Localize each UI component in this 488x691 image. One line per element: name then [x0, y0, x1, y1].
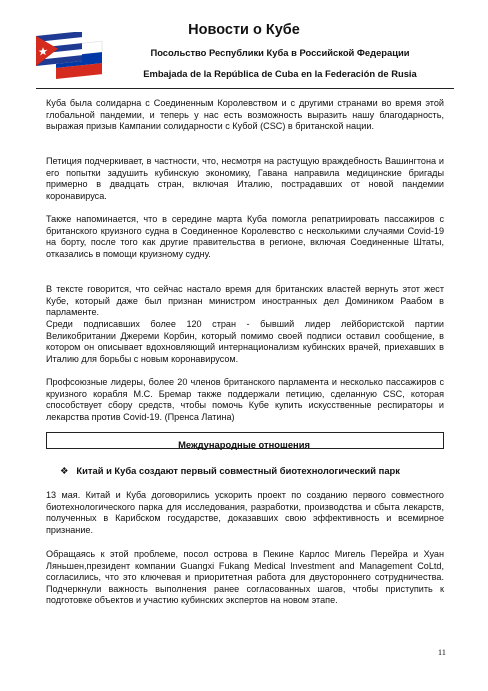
cuba-russia-flags-logo — [34, 32, 106, 84]
bullet-heading — [60, 465, 440, 477]
paragraph: Обращаясь к этой проблеме, посол острова в Пекине Карлос Мигель Перейра и Хуан Ляньшен,президент компании Guangxi Fukang Medical Investment and Management CoLtd, согласились, что это ключевая и приоритетная работа для двустороннего сотрудничества. Подчеркнули важность выполнения ранее согласованных шагов, чтобы приступить к подготовке объектов и участию кубинских экспертов на новом этапе. — [46, 549, 444, 606]
bullet-title: Китай и Куба создают первый совместный биотехнологический парк — [76, 465, 400, 476]
section-heading: Международные отношения — [178, 439, 310, 450]
embassy-name-russian: Посольство Республики Куба в Российской Федерации — [150, 47, 410, 58]
paragraph: В тексте говорится, что сейчас настало время для британских властей вернуть этот жест Кубе, который даже был признан министром иностранных дел Домиником Раабом в парламенте. — [46, 284, 444, 318]
header-rule — [36, 88, 454, 89]
embassy-name-spanish: Embajada de la República de Cuba en la Federación de Rusia — [143, 68, 417, 79]
paragraph: Среди подписавших более 120 стран - бывший лидер лейбористской партии Великобритании Джереми Корбин, который помимо своей подписи оставил сообщение, в котором он описывает вдохновляющий интернационализм кубинских врачей, приехавших в Италию для борьбы с новым коронавирусом. — [46, 319, 444, 364]
paragraph: Петиция подчеркивает, в частности, что, несмотря на растущую враждебность Вашингтона и его попытки задушить кубинскую экономику, Гавана направила медицинские бригады примерно в двадцать стран, включая Италию, пострадавших от новой пандемии коронавируса. — [46, 156, 444, 201]
paragraph: Куба была солидарна с Соединенным Королевством и с другими странами во время этой глобальной пандемии, и теперь у нас есть возможность выразить нашу благодарность, выражая призыв Кампании солидарности с Кубой (CSC) в британской нации. — [46, 98, 444, 132]
paragraph: Также напоминается, что в середине марта Куба помогла репатриировать пассажиров с британского круизного судна в Соединенное Королевство с несколькими случаями Covid-19 на борту, после того как другие правительства в регионе, включая Соединенные Штаты, отказались в помощи круизному судну. — [46, 214, 444, 259]
page-number: 11 — [437, 647, 446, 657]
diamond-bullet-icon: ❖ — [60, 465, 69, 476]
page-title: Новости о Кубе — [188, 22, 300, 38]
paragraph: 13 мая. Китай и Куба договорились ускорить проект по созданию первого совместного биотехнологического парка для исследования, разработки, производства и сбыта лекарств, полученных в Карибском государстве, доказавших свою эффективность и всемирное признание. — [46, 490, 444, 535]
paragraph: Профсоюзные лидеры, более 20 членов британского парламента и несколько пассажиров с круизного корабля М.С. Бремар также поддержали петицию, сделанную CSC, которая способствует сбору средств, чтобы помочь Кубе купить искусственные респираторы и лекарства против Covid-19. (Пренса Латина) — [46, 377, 444, 422]
